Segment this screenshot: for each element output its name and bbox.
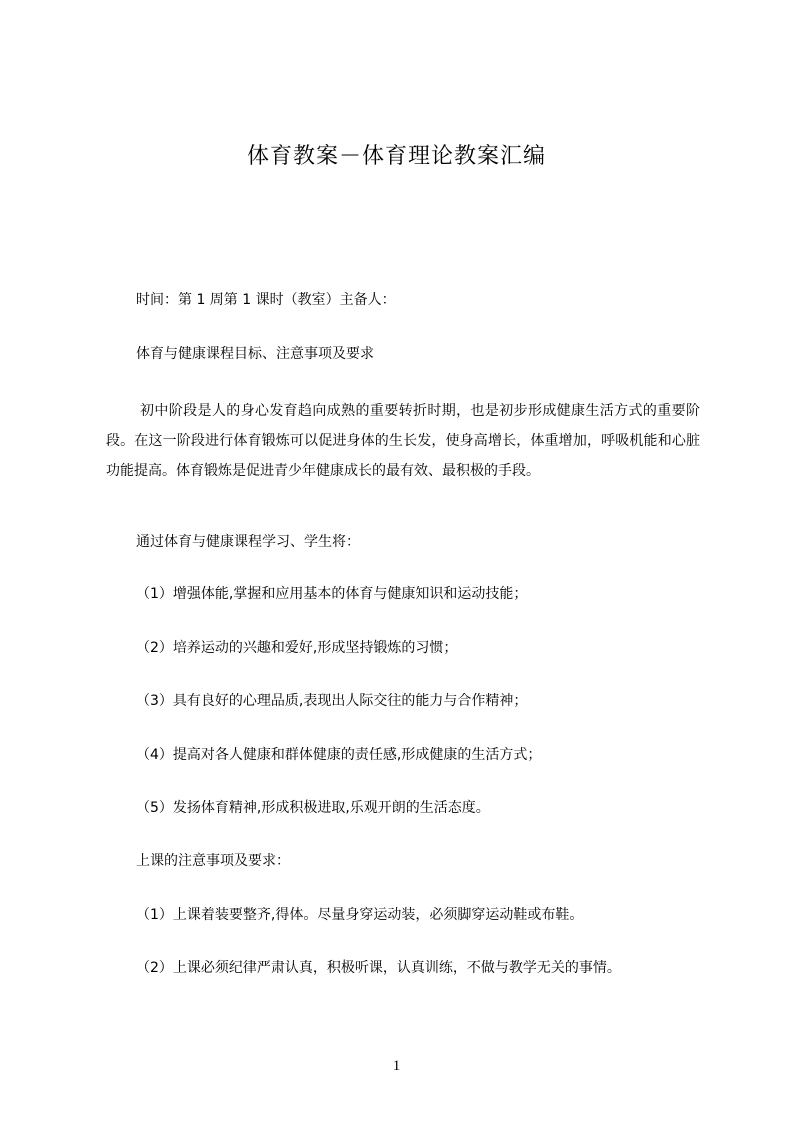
intro-paragraph: 初中阶段是人的身心发育趋向成熟的重要转折时期，也是初步形成健康生活方式的重要阶段。在这一阶段进行体育锻炼可以促进身体的生长发，使身高增长，体重增加，呼吸机能和心脏功能提高。体育锻炼是促进青少年健康成长的最有效、最积极的手段。 [106,403,700,479]
document-title: 体育教案－体育理论教案汇编 [246,144,546,169]
goal-item-4: （4）提高对各人健康和群体健康的责任感,形成健康的生活方式； [136,747,542,763]
requirement-item-1: （1）上课着装要整齐,得体。尽量身穿运动装，必须脚穿运动鞋或布鞋。 [136,907,584,923]
goals-intro: 通过体育与健康课程学习、学生将： [136,534,360,550]
page-number: 1 [392,1058,401,1074]
section-heading: 体育与健康课程目标、注意事项及要求 [136,346,374,362]
time-line: 时间：第 1 周第 1 课时（教室）主备人： [136,292,396,308]
requirement-item-2: （2）上课必须纪律严肃认真，积极听课，认真训练，不做与教学无关的事情。 [136,960,621,976]
goal-item-2: （2）培养运动的兴趣和爱好,形成坚持锻炼的习惯； [136,640,458,656]
requirements-heading: 上课的注意事项及要求： [136,853,290,869]
goal-item-3: （3）具有良好的心理品质,表现出人际交往的能力与合作精神； [136,693,528,709]
goal-item-5: （5）发扬体育精神,形成积极进取,乐观开朗的生活态度。 [136,800,490,816]
goal-item-1: （1）增强体能,掌握和应用基本的体育与健康知识和运动技能； [136,586,528,602]
